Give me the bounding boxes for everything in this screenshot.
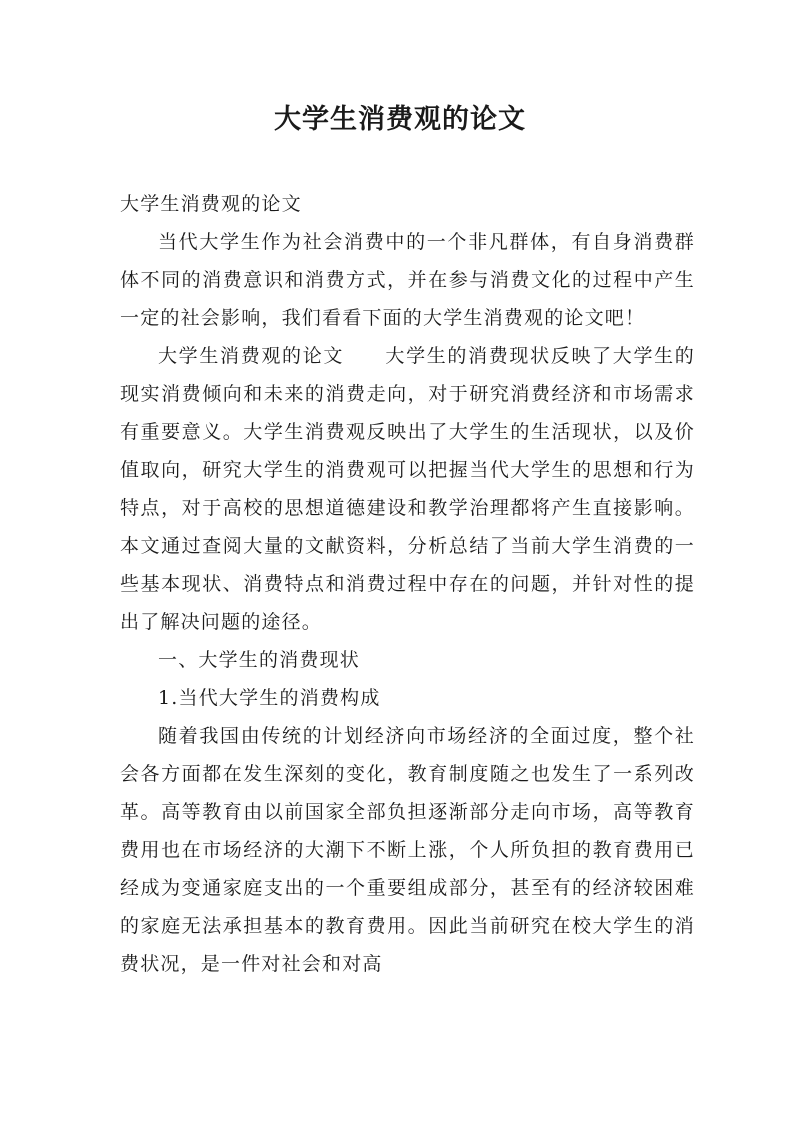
paragraph-heading: 大学生消费观的论文 (120, 193, 302, 215)
paragraph-body: 随着我国由传统的计划经济向市场经济的全面过度，整个社会各方面都在发生深刻的变化，教育制度随之也发生了一系列改革。高等教育由以前国家全部负担逐渐部分走向市场，高等教育费用也在市场经济的大潮下不断上涨，个人所负担的教育费用已经成为变通家庭支出的一个重要组成部分，甚至有的经济较困难的家庭无法承担基本的教育费用。因此当前研究在校大学生的消费状况，是一件对社会和对高 (120, 725, 695, 975)
subsection-heading: 1.当代大学生的消费构成 (158, 687, 381, 709)
paragraph-abstract: 大学生消费观的论文 大学生的消费现状反映了大学生的现实消费倾向和未来的消费走向，对于研究消费经济和市场需求有重要意义。大学生消费观反映出了大学生的生活现状，以及价值取向，研究大学生的消费观可以把握当代大学生的思想和行为特点，对于高校的思想道德建设和教学治理都将产生直接影响。本文通过查阅大量的文献资料，分析总结了当前大学生消费的一些基本现状、消费特点和消费过程中存在的问题，并针对性的提出了解决问题的途径。 (120, 345, 695, 633)
section-heading: 一、大学生的消费现状 (158, 649, 361, 671)
document-title: 大学生消费观的论文 (274, 104, 526, 135)
document-body (120, 185, 695, 983)
paragraph-intro: 当代大学生作为社会消费中的一个非凡群体，有自身消费群体不同的消费意识和消费方式，并在参与消费文化的过程中产生一定的社会影响，我们看看下面的大学生消费观的论文吧！ (120, 231, 695, 329)
